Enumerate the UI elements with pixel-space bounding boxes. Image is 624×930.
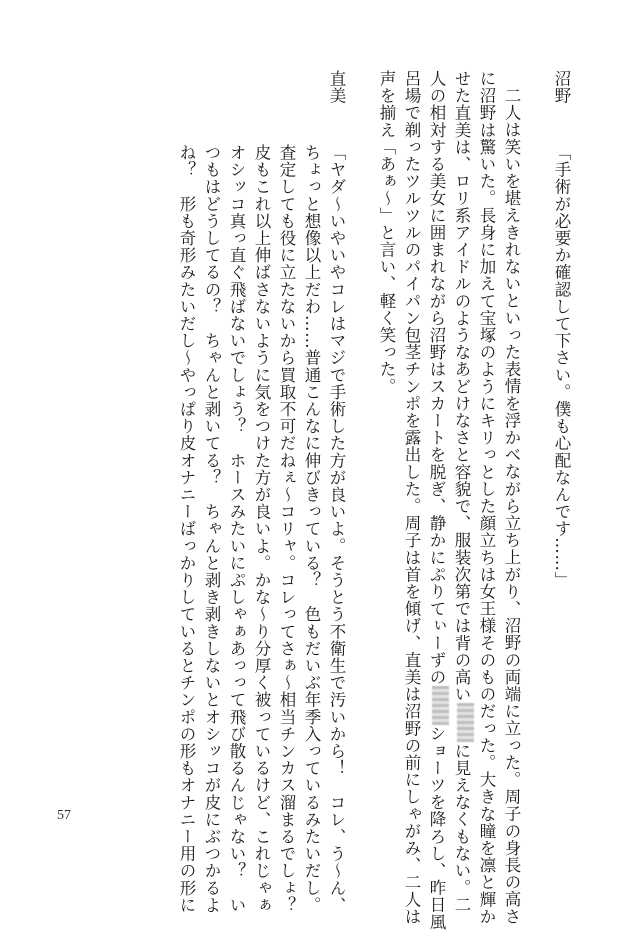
dialogue-continuation: 査定しても役に立たないから買取不可だねぇ〜コリャ。コレってさぁ〜相当チンカス溜まるでしょ？ xyxy=(277,144,296,914)
censored-mark xyxy=(457,703,474,743)
speaker-name: 直美 xyxy=(327,70,346,105)
vertical-text-body xyxy=(174,70,574,930)
narration-line: せた直美は、ロリ系アイドルのようなあどけなさと容貌で、服装次第では背の高いに見えなくもない。二 xyxy=(449,70,474,800)
narration-line: に沼野は驚いた。長身に加えて宝塚のようにキリっとした顔立ちは女王様そのものだった。大きな瞳を凛と輝か xyxy=(477,70,496,925)
dialogue-continuation: つもはどうしてるの？ ちゃんと剥いてる？ ちゃんと剥き剥きしないとオシッコが皮にぶつかるよ xyxy=(202,144,221,914)
dialogue-line xyxy=(549,70,574,800)
dialogue-line xyxy=(324,70,349,914)
dialogue-continuation: ちょっと想像以上だわ……普通こんなに伸びきっている？ 色もだいぶ年季入っているみたいだし。 xyxy=(302,144,321,914)
narration-line: 声を揃え「あぁ〜」と言い、軽く笑った。 xyxy=(377,70,396,395)
narration-line: 人の相対する美女に囲まれながら沼野はスカートを脱ぎ、静かにぷりてぃーずのショーツを降ろし、昨日風 xyxy=(424,70,449,800)
blank-line xyxy=(524,70,549,800)
blank-line xyxy=(349,70,374,800)
narration-line: 呂場で剃ったツルツルのパイパン包茎チンポを露出した。周子は首を傾げ、直美は沼野の前にしゃがみ、二人は xyxy=(402,70,421,925)
dialogue-continuation: 皮もこれ以上伸ばさないように気をつけた方が良いよ。かな〜り分厚く被っているけど、これじゃぁ xyxy=(252,144,271,914)
censored-mark xyxy=(432,686,449,726)
dialogue-text: 「手術が必要か確認して下さい。僕も心配なんです……」 xyxy=(552,144,571,589)
narration-line: 二人は笑いを堪えきれないといった表情を浮かべながら立ち上がり、沼野の両端に立った。周子の身長の高さ xyxy=(502,86,521,925)
dialogue-continuation: ね？ 形も奇形みたいだし〜やっぱり皮オナニーばっかりしているとチンポの形もオナニー用の形に xyxy=(177,144,196,914)
speaker-name: 沼野 xyxy=(552,70,571,105)
page-number: 57 xyxy=(57,808,71,823)
dialogue-continuation: オシッコ真っ直ぐ飛ばないでしょう？ ホースみたいにぷしゃぁあっって飛び散るんじゃない？ い xyxy=(227,144,246,914)
dialogue-text: 「ヤダ〜いやいやコレはマジで手術した方が良いよ。そうとう不衛生で汚いから！ コレ、う〜ん、 xyxy=(327,144,346,914)
